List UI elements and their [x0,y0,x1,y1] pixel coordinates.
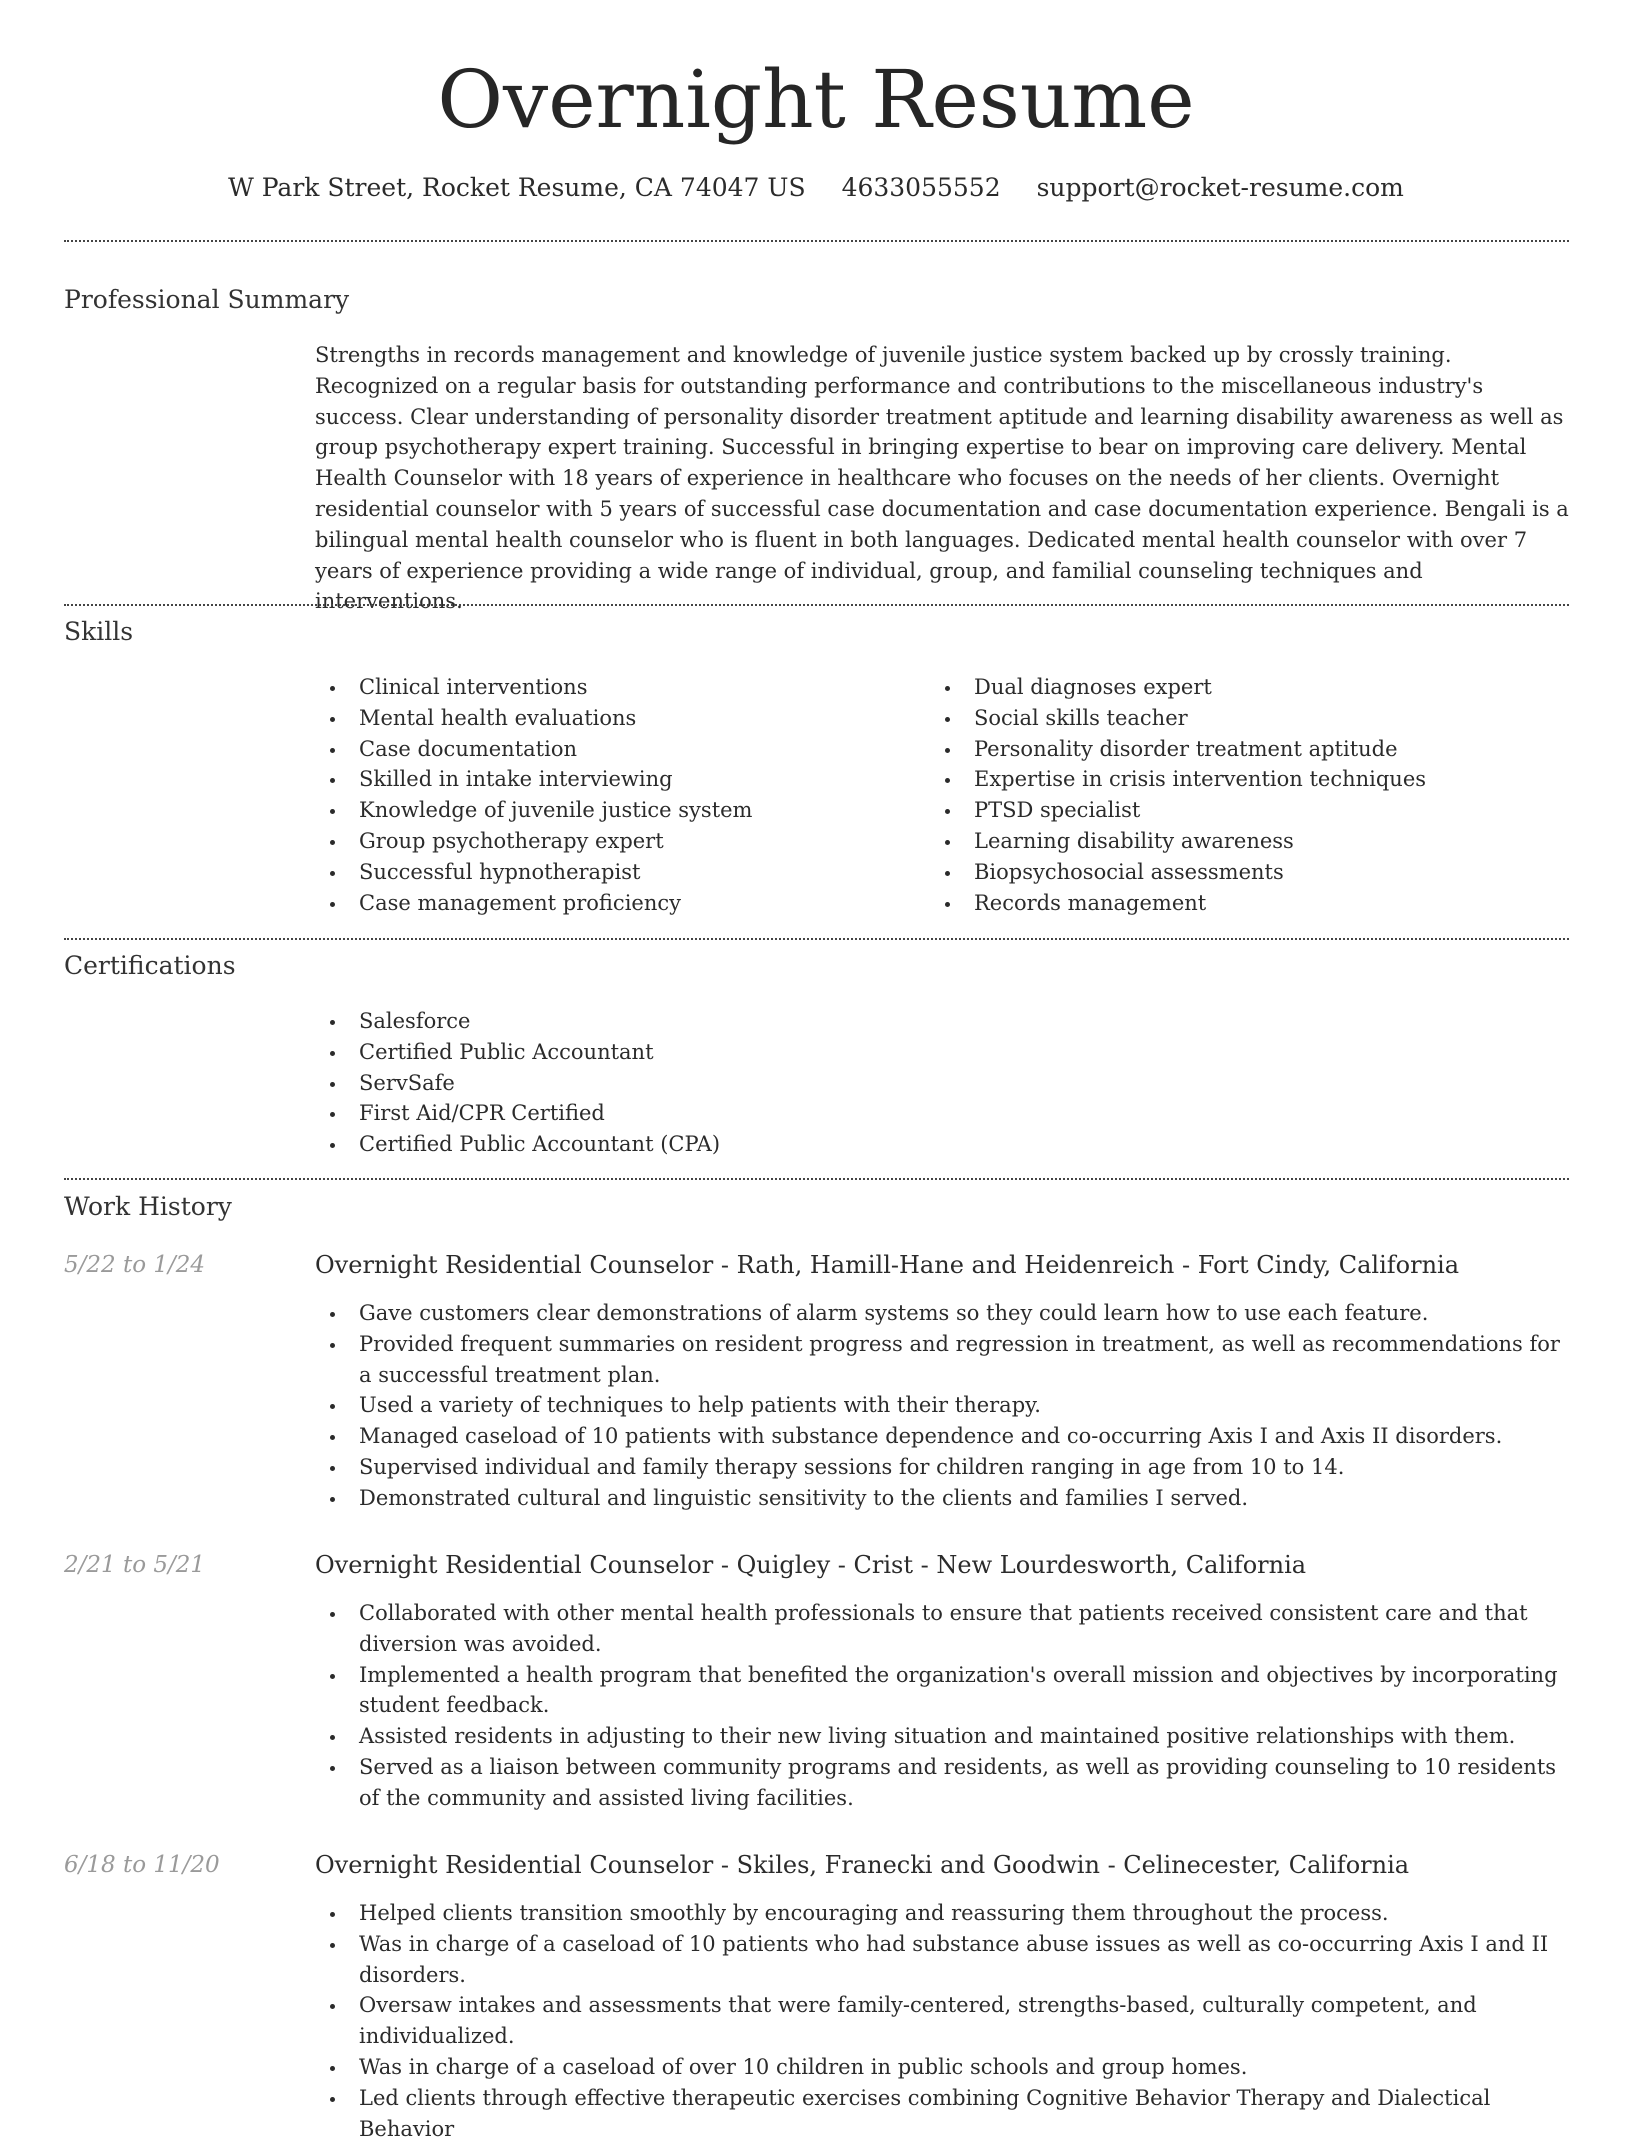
list-item: Mental health evaluations [315,703,915,734]
list-item: PTSD specialist [930,795,1570,826]
list-item: Biopsychosocial assessments [930,857,1570,888]
list-item: Helped clients transition smoothly by encouraging and reassuring them throughout the process. [315,1898,1575,1929]
contact-address: W Park Street, Rocket Resume, CA 74047 US [228,173,806,202]
list-item: Personality disorder treatment aptitude [930,734,1570,765]
job-bullets [315,1298,1575,1514]
contact-line [0,170,1632,206]
list-item: Certified Public Accountant (CPA) [315,1129,1215,1160]
list-item: Salesforce [315,1006,1215,1037]
contact-email: support@rocket-resume.com [1036,173,1404,202]
list-item: Group psychotherapy expert [315,826,915,857]
list-item: Dual diagnoses expert [930,672,1570,703]
skills-list-right [930,672,1570,918]
job-bullets [315,1598,1575,1814]
list-item: Case documentation [315,734,915,765]
skills-list-left [315,672,915,918]
list-item: Expertise in crisis intervention techniques [930,764,1570,795]
list-item: Led clients through effective therapeutic exercises combining Cognitive Behavior Therapy and Dialectical Behavior [315,2083,1575,2144]
section-title-certifications: Certifications [64,951,236,980]
list-item: Used a variety of techniques to help patients with their therapy. [315,1390,1575,1421]
list-item: ServSafe [315,1068,1215,1099]
list-item: Supervised individual and family therapy sessions for children ranging in age from 10 to 14. [315,1452,1575,1483]
list-item: Provided frequent summaries on resident progress and regression in treatment, as well as recommendations for a successful treatment plan. [315,1329,1575,1391]
list-item: Skilled in intake interviewing [315,764,915,795]
list-item: Assisted residents in adjusting to their new living situation and maintained positive relationships with them. [315,1721,1575,1752]
job-dates: 2/21 to 5/21 [64,1552,206,1578]
list-item: First Aid/CPR Certified [315,1098,1215,1129]
list-item: Knowledge of juvenile justice system [315,795,915,826]
list-item: Case management proficiency [315,888,915,919]
job-title: Overnight Residential Counselor - Skiles, Franecki and Goodwin - Celinecester, California [315,1851,1410,1879]
divider [64,240,1569,242]
job-dates: 6/18 to 11/20 [64,1852,220,1878]
list-item: Records management [930,888,1570,919]
list-item: Social skills teacher [930,703,1570,734]
job-title: Overnight Residential Counselor - Quigley - Crist - New Lourdesworth, California [315,1551,1307,1579]
section-title-skills: Skills [64,617,134,646]
divider [64,1178,1569,1180]
divider [64,938,1569,940]
resume-name: Overnight Resume [437,53,1195,146]
job-dates: 5/22 to 1/24 [64,1252,206,1278]
list-item: Collaborated with other mental health professionals to ensure that patients received consistent care and that diversion was avoided. [315,1598,1575,1660]
list-item: Served as a liaison between community programs and residents, as well as providing counseling to 10 residents of the community and assisted living facilities. [315,1752,1575,1814]
list-item: Certified Public Accountant [315,1037,1215,1068]
divider [64,604,1569,606]
certifications-list [315,1006,1215,1160]
list-item: Demonstrated cultural and linguistic sensitivity to the clients and families I served. [315,1483,1575,1514]
list-item: Gave customers clear demonstrations of alarm systems so they could learn how to use each feature. [315,1298,1575,1329]
list-item: Managed caseload of 10 patients with substance dependence and co-occurring Axis I and Axis II disorders. [315,1421,1575,1452]
contact-phone: 4633055552 [841,173,1001,202]
job-bullets [315,1898,1575,2144]
job-title: Overnight Residential Counselor - Rath, Hamill-Hane and Heidenreich - Fort Cindy, California [315,1251,1460,1279]
list-item: Oversaw intakes and assessments that were family-centered, strengths-based, culturally competent, and individualized. [315,1990,1575,2052]
section-title-work-history: Work History [64,1192,232,1221]
list-item: Implemented a health program that benefited the organization's overall mission and objectives by incorporating student feedback. [315,1660,1575,1722]
list-item: Was in charge of a caseload of over 10 children in public schools and group homes. [315,2052,1575,2083]
list-item: Successful hypnotherapist [315,857,915,888]
list-item: Clinical interventions [315,672,915,703]
list-item: Was in charge of a caseload of 10 patients who had substance abuse issues as well as co-occurring Axis I and II disorders. [315,1929,1575,1991]
summary-text: Strengths in records management and knowledge of juvenile justice system backed up by crossly training. Recognized on a regular basis for outstanding performance and contributions to the miscellaneous industry's success. Clear understanding of personality disorder treatment aptitude and learning disability awareness as well as group psychotherapy expert training. Successful in bringing expertise to bear on improving care delivery. Mental Health Counselor with 18 years of experience in healthcare who focuses on the needs of her clients. Overnight residential counselor with 5 years of successful case documentation and case documentation experience. Bengali is a bilingual mental health counselor who is fluent in both languages. Dedicated mental health counselor with over 7 years of experience providing a wide range of individual, group, and familial counseling techniques and interventions. [315,343,1569,614]
section-title-summary: Professional Summary [64,285,350,314]
list-item: Learning disability awareness [930,826,1570,857]
